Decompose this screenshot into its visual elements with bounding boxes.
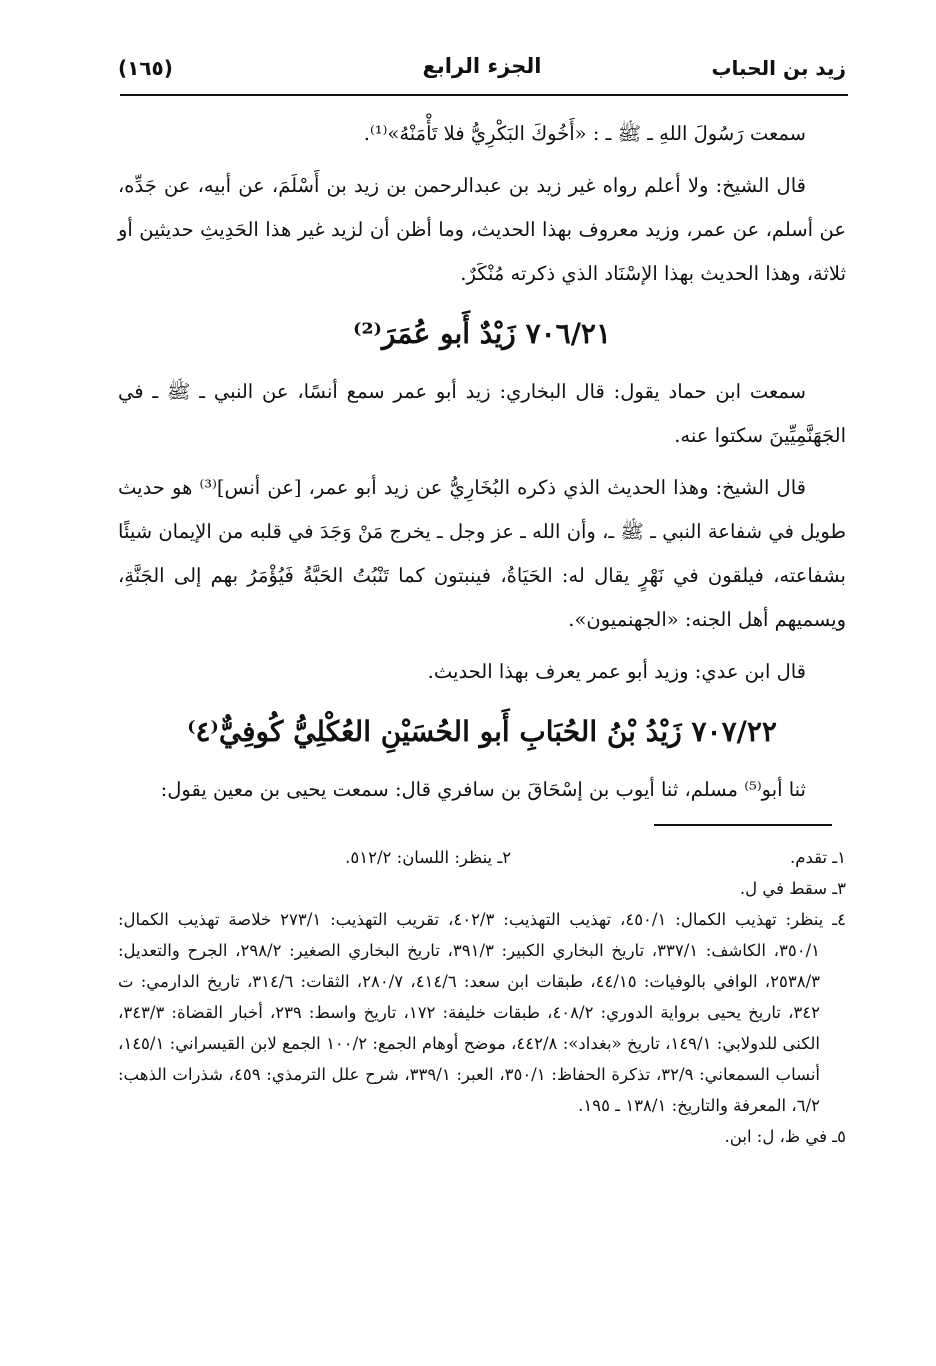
footnote-5: ٥ـ في ظ، ل: ابن. — [724, 1127, 846, 1146]
paragraph-isnad: ثنا أبو⁽⁵⁾ مسلم، ثنا أيوب بن إسْحَاقَ بن سافري قال: سمعت يحيى بن معين يقول: — [160, 778, 806, 801]
section-title: زيد بن الحباب — [711, 56, 846, 80]
paragraph-shaykh-comment: قال الشيخ: ولا أعلم رواه غير زيد بن عبدالرحمن بن زيد بن أَسْلَمَ، عن أبيه، عن جَدِّه، عن أسلم، عن عمر، وزيد معروف بهذا الحديث، وما أظن أن لزيد غير هذا الحَدِيثِ حديثين أو ثلاثة، وهذا الحديث بهذا الإسْنَاد الذي ذكرته مُنْكَرٌ. — [118, 174, 846, 285]
footnote-2: ٢ـ ينظر: اللسان: ٥١٢/٢. — [345, 848, 512, 867]
page-number: (١٦٥) — [118, 56, 173, 80]
entry-heading-706: ٧٠٦/٢١ زَيْدٌ أَبو عُمَرَ⁽²⁾ — [352, 317, 611, 350]
footnote-3: ٣ـ سقط في ل. — [739, 879, 846, 898]
entry-heading-707: ٧٠٧/٢٢ زَيْدُ بْنُ الحُبَابِ أَبو الحُسَيْنِ العُكْلِيُّ كُوفِيٌّ⁽٤⁾ — [187, 715, 777, 748]
paragraph-hadith: سمعت رَسُولَ اللهِ ـ ﷺ ـ : «أَخُوكَ البَكْرِيُّ فلا تَأْمَنْهُ»⁽¹⁾. — [363, 122, 806, 145]
footnote-row — [118, 842, 846, 873]
footnote-4: ٤ـ ينظر: تهذيب الكمال: ٤٥٠/١، تهذيب التهذيب: ٤٠٢/٣، تقريب التهذيب: ٢٧٣/١ خلاصة تهذيب الكمال: ٣٥٠/١، الكاشف: ٣٣٧/١، تاريخ البخاري الكبير: ٣٩١/٣، تاريخ البخاري الصغير: ٢٩٨/٢، الجرح والتعديل: ٢٥٣٨/٣، الوافي بالوفيات: ٤٤/١٥، طبقات ابن سعد: ٤١٤/٦، ٢٨٠/٧، الثقات: ٣١٤/٦، تاريخ الدارمي: ت ٣٤٢، تاريخ يحيى برواية الدوري: ٤٠٨/٢، طبقات خليفة: ١٧٢، تاريخ واسط: ٢٣٩، أخبار القضاة: ٣٤٣/٣، الكنى للدولابي: ١٤٩/١، تاريخ «بغداد»: ٤٤٢/٨، موضح أوهام الجمع: ١٠٠/٢ الجمع لابن القيسراني: ١٤٥/١، أنساب السمعاني: ٣٢/٩، تذكرة الحفاظ: ٣٥٠/١، العبر: ٣٣٩/١، شرح علل الترمذي: ٤٥٩، شذرات الذهب: ٦/٢، المعرفة والتاريخ: ١٣٨/١ ـ ١٩٥. — [118, 910, 847, 1115]
paragraph-ibn-hammad: سمعت ابن حماد يقول: قال البخاري: زيد أبو عمر سمع أنسًا، عن النبي ـ ﷺ ـ في الجَهَنَّمِيِّينَ سكتوا عنه. — [118, 380, 846, 447]
header-rule — [120, 94, 848, 96]
footnote-1: ١ـ تقدم. — [789, 848, 846, 867]
paragraph-ibn-adi: قال ابن عدي: وزيد أبو عمر يعرف بهذا الحديث. — [427, 660, 806, 683]
volume-title: الجزء الرابع — [422, 54, 542, 78]
running-head — [118, 52, 846, 92]
footnote-rule — [654, 824, 832, 826]
main-text — [118, 112, 846, 820]
paragraph-shafaa: قال الشيخ: وهذا الحديث الذي ذكره البُخَارِيُّ عن زيد أبو عمر، [عن أنس]⁽³⁾ هو حديث طويل في شفاعة النبي ـ ﷺ ـ، وأن الله ـ عز وجل ـ يخرج مَنْ وَجَدَ في قلبه من الإيمان شيئًا بشفاعته، فيلقون في نَهْرٍ يقال له: الحَيَاةُ، فينبتون كما تَنْبُتُ الحَبَّةُ فَيُؤْمَرُ بهم إلى الجَنَّةِ، ويسميهم أهل الجنه: «الجهنميون». — [118, 476, 846, 631]
footnotes — [118, 842, 846, 1152]
